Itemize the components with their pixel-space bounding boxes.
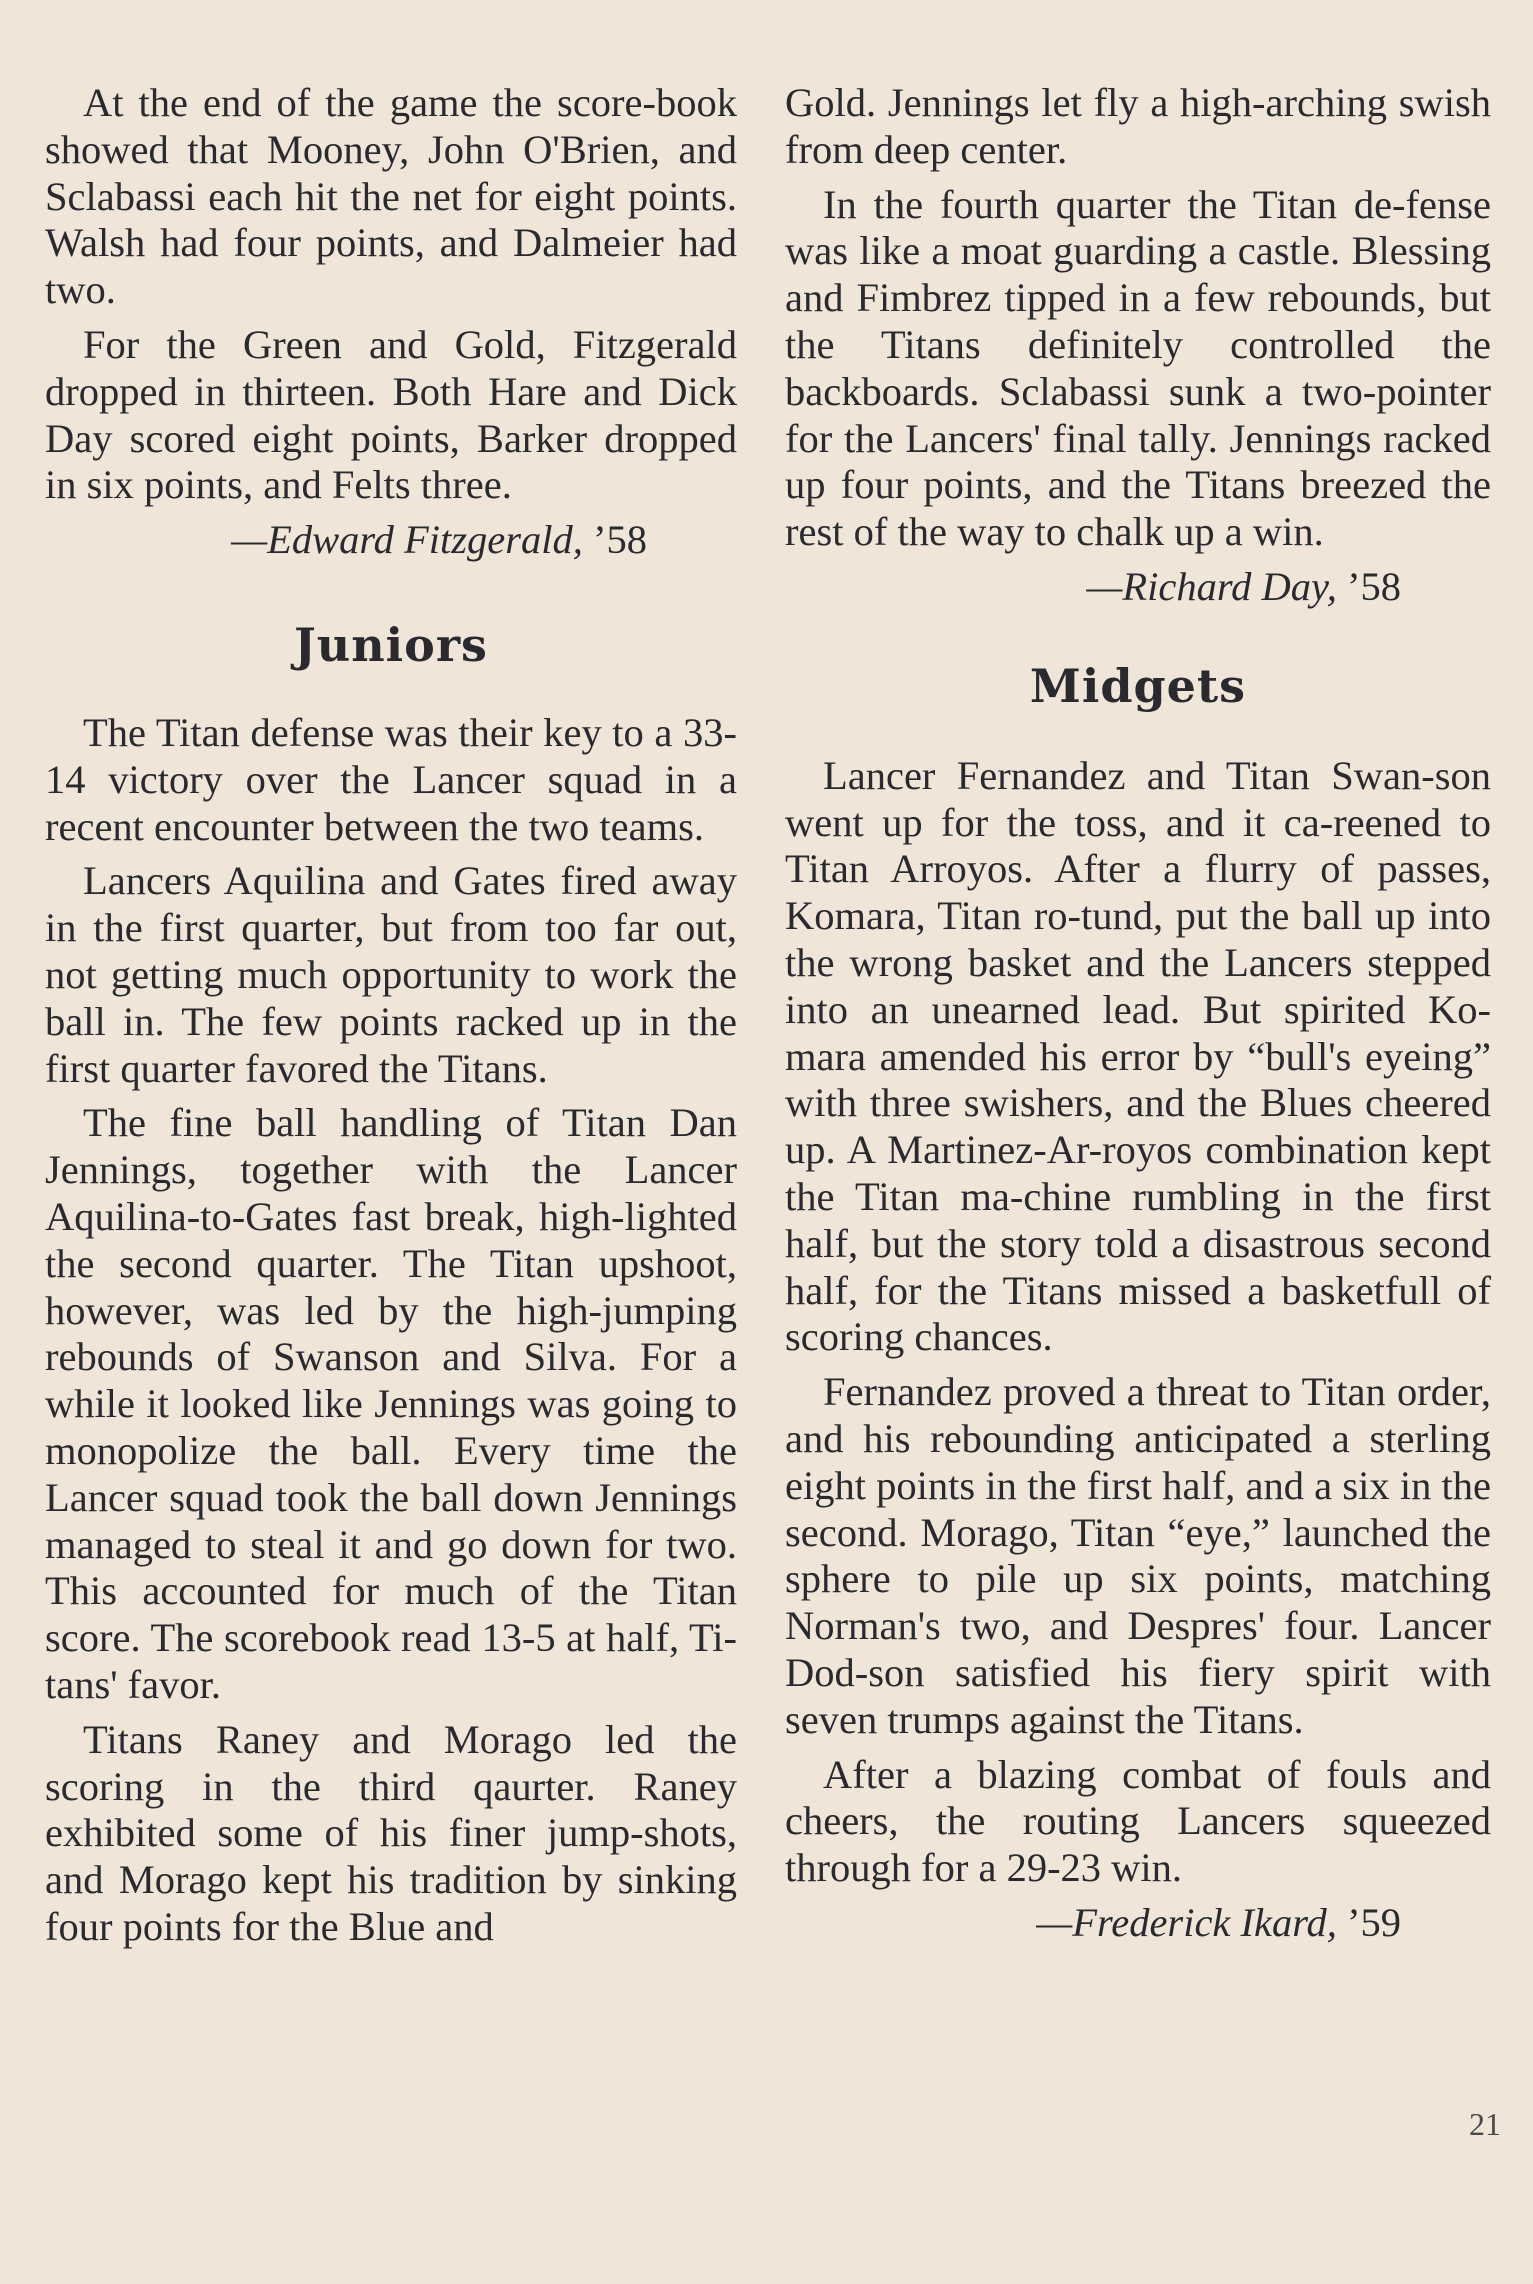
- byline-name: —Richard Day,: [1086, 563, 1337, 609]
- paragraph: Titans Raney and Morago led the scoring in the third qaurter. Raney exhibited some of his finer jump-shots, and Morago kept his tradition by sinking four points for the Blue and: [45, 1716, 737, 1949]
- page-number: 21: [1469, 2106, 1501, 2142]
- byline-richard-day: [785, 564, 1491, 611]
- paragraph: Lancers Aquilina and Gates fired away in the first quarter, but from too far out, not getting much opportunity to work the ball in. The few points racked up in the first quarter favored the Titans.: [45, 858, 737, 1091]
- byline-name: —Edward Fitzgerald,: [231, 517, 583, 563]
- left-column: [45, 80, 737, 1959]
- section-heading-juniors: Juniors: [294, 617, 488, 672]
- paragraph: In the fourth quarter the Titan de-fense was like a moat guarding a castle. Blessing and Fimbrez tipped in a few rebounds, but the Titans definitely controlled the backboards. Sclabassi sunk a two-pointer for the Lancers' final tally. Jennings racked up four points, and the Titans breezed the rest of the way to chalk up a win.: [785, 181, 1491, 555]
- paragraph: Fernandez proved a threat to Titan order, and his rebounding anticipated a sterling eight points in the first half, and a six in the second. Morago, Titan “eye,” launched the sphere to pile up six points, matching Norman's two, and Despres' four. Lancer Dod-son satisfied his fiery spirit with seven trumps against the Titans.: [785, 1369, 1491, 1742]
- byline-edward-fitzgerald: [45, 517, 737, 564]
- section-heading-midgets: Midgets: [1029, 658, 1247, 713]
- paragraph: For the Green and Gold, Fitzgerald dropped in thirteen. Both Hare and Dick Day scored eight points, Barker dropped in six points, and Felts three.: [45, 321, 737, 508]
- paragraph: The fine ball handling of Titan Dan Jennings, together with the Lancer Aquilina-to-Gates fast break, high-lighted the second quarter. The Titan upshoot, however, was led by the high-jumping rebounds of Swanson and Silva. For a while it looked like Jennings was going to monopolize the ball. Every time the Lancer squad took the ball down Jennings managed to steal it and go down for two. This accounted for much of the Titan score. The scorebook read 13-5 at half, Ti-tans' favor.: [45, 1100, 737, 1707]
- byline-year: ’58: [582, 517, 647, 563]
- paragraph: After a blazing combat of fouls and cheers, the routing Lancers squeezed through for a 29-23 win.: [785, 1751, 1491, 1891]
- paragraph: At the end of the game the score-book showed that Mooney, John O'Brien, and Sclabassi each hit the net for eight points. Walsh had four points, and Dalmeier had two.: [45, 80, 737, 313]
- byline-year: ’58: [1336, 563, 1401, 609]
- paragraph: Gold. Jennings let fly a high-arching swish from deep center.: [785, 80, 1491, 172]
- byline-year: ’59: [1336, 1899, 1401, 1945]
- paragraph: Lancer Fernandez and Titan Swan-son went up for the toss, and it ca-reened to Titan Arroyos. After a flurry of passes, Komara, Titan ro-tund, put the ball up into the wrong basket and the Lancers stepped into an unearned lead. But spirited Ko-mara amended his error by “bull's eyeing” with three swishers, and the Blues cheered up. A Martinez-Ar-royos combination kept the Titan ma-chine rumbling in the first half, but the story told a disastrous second half, for the Titans missed a basketfull of scoring chances.: [785, 752, 1491, 1360]
- paragraph: The Titan defense was their key to a 33-14 victory over the Lancer squad in a recent encounter between the two teams.: [45, 709, 737, 849]
- byline-frederick-ikard: [785, 1900, 1491, 1947]
- right-column: [785, 80, 1491, 1955]
- byline-name: —Frederick Ikard,: [1036, 1899, 1337, 1945]
